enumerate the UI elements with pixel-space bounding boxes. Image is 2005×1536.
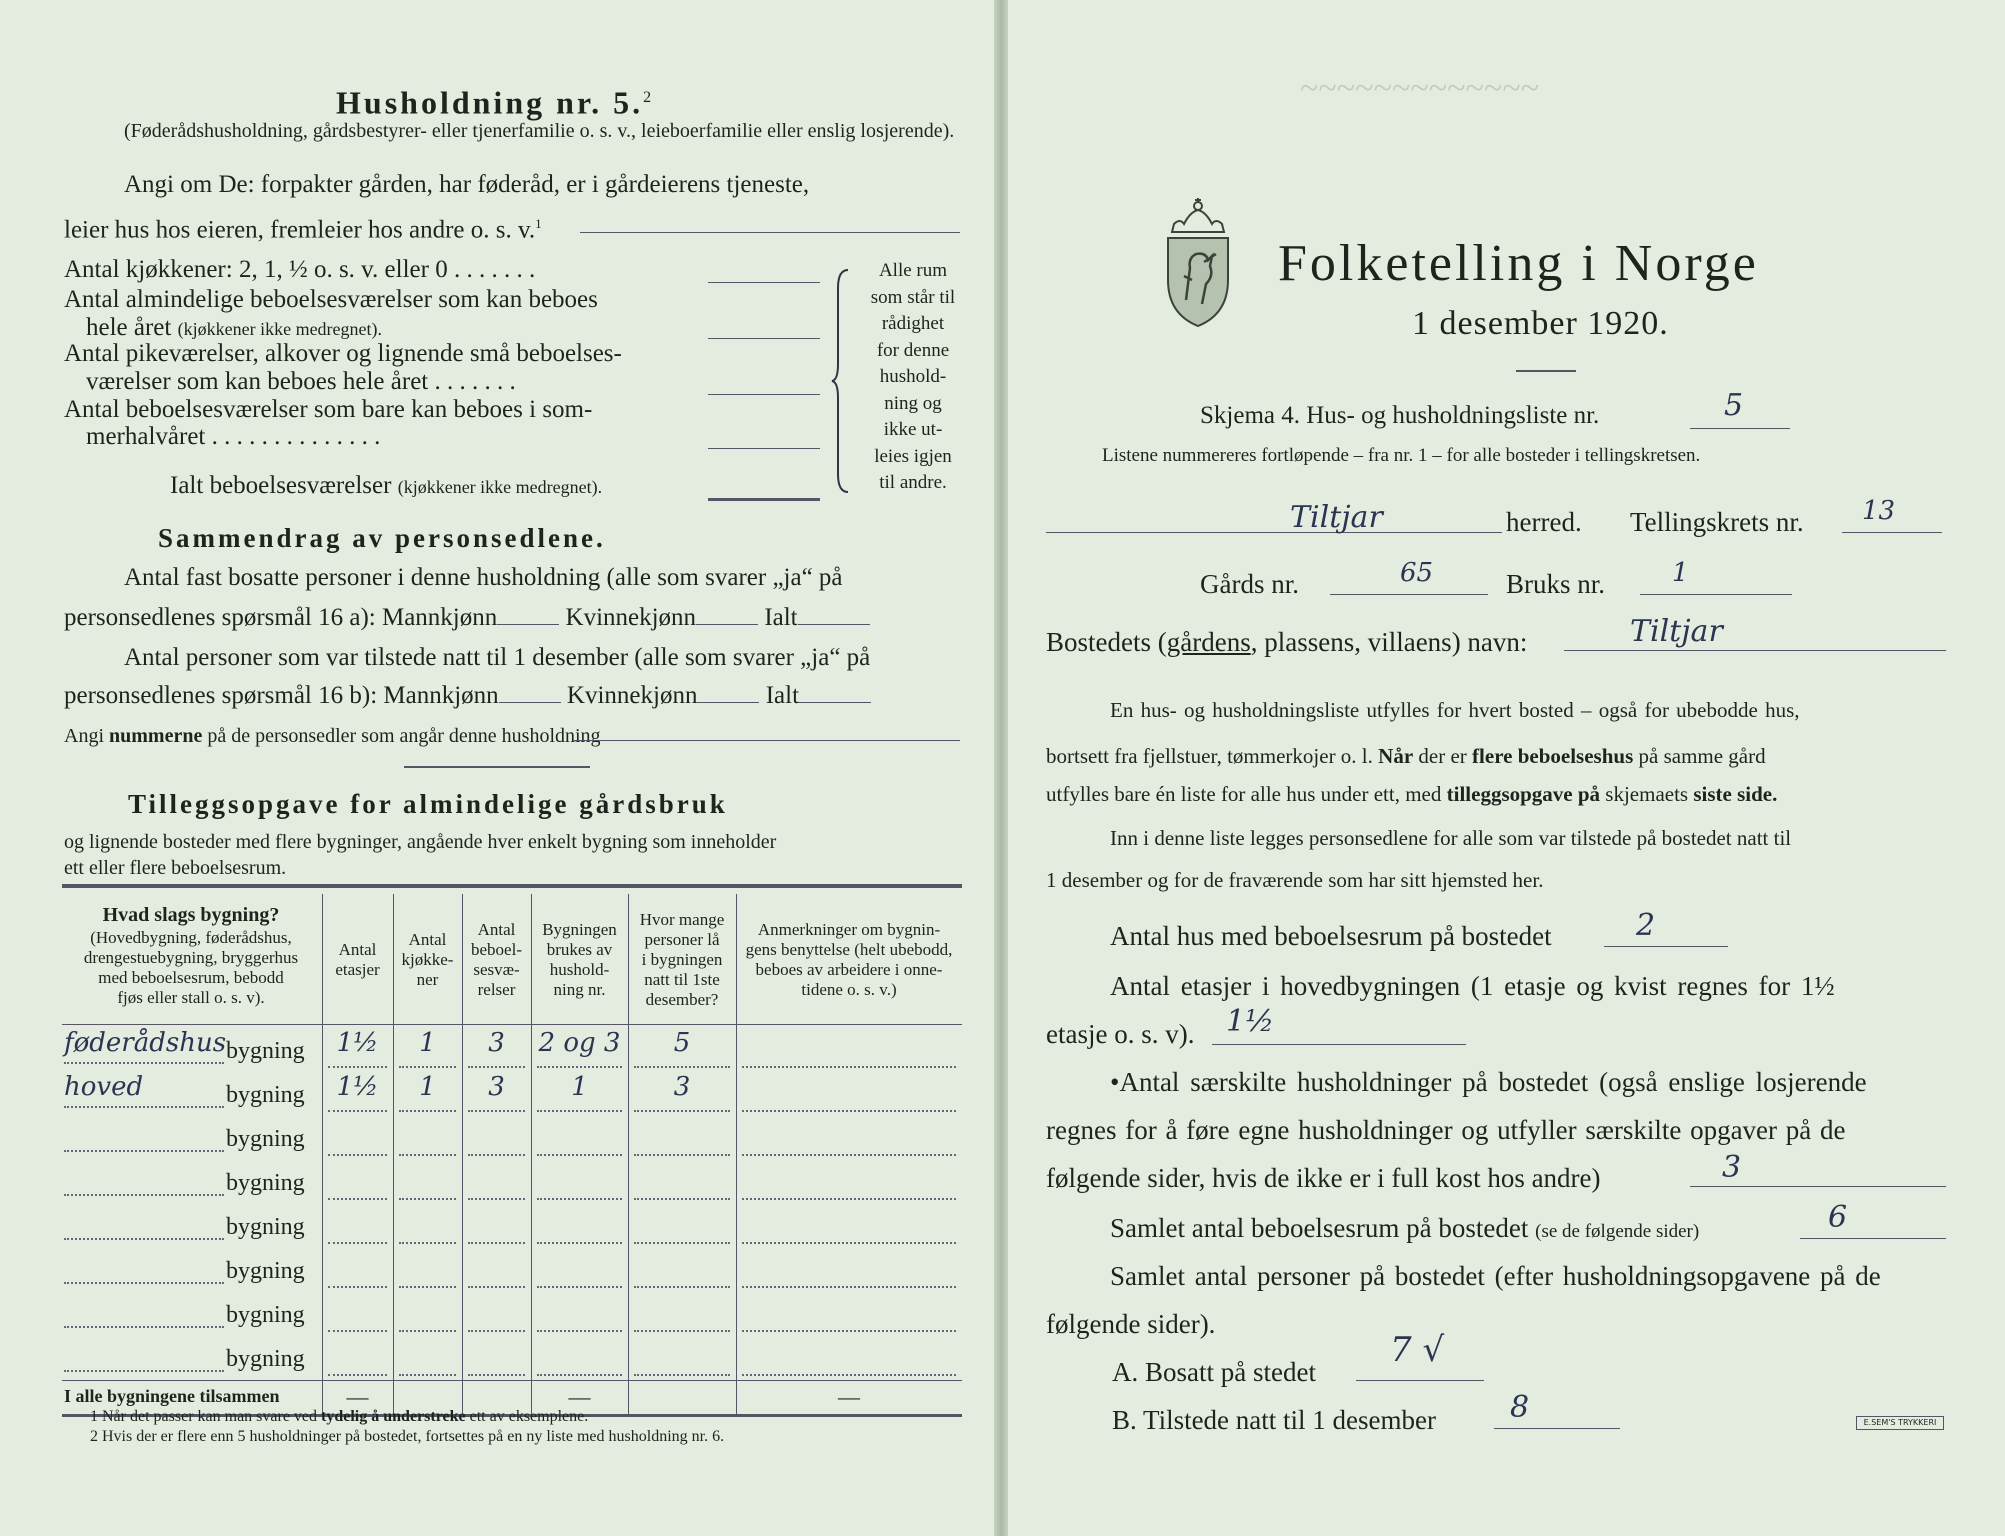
cell-kjokkener[interactable]: 1 xyxy=(419,1072,436,1102)
cell-dotline xyxy=(328,1374,387,1376)
info-2-line-2: 1 desember og for de fraværende som har sitt hjemsted her. xyxy=(1046,868,1544,892)
cell-dotline xyxy=(328,1286,387,1288)
bygning-label: bygning xyxy=(226,1214,305,1240)
bygning-label: bygning xyxy=(226,1258,305,1284)
rum-line xyxy=(1800,1238,1946,1239)
table-top-rule xyxy=(62,884,962,888)
bruks-label: Bruks nr. xyxy=(1506,569,1606,599)
hush-line-3: følgende sider, hvis de ikke er i full kost hos andre) xyxy=(1046,1163,1601,1193)
cell-anm[interactable] xyxy=(742,1242,956,1244)
info-1-line-3: utfylles bare én liste for alle hus under ett, med tilleggsopgave på skjemaets siste side. xyxy=(1046,782,1778,806)
footnote-1: 1 Når det passer kan man svare ved tydelig å understreke ett av eksemplene. xyxy=(90,1408,589,1425)
cell-anm[interactable] xyxy=(742,1330,956,1332)
cell-dotline xyxy=(399,1374,456,1376)
bosted-line xyxy=(1564,650,1946,651)
cell-dotline xyxy=(634,1198,730,1200)
household-title: Husholdning nr. 5.$^2$ xyxy=(336,84,652,121)
cell-anm[interactable] xyxy=(742,1110,956,1112)
skjema-line: Skjema 4. Hus- og husholdningsliste nr. xyxy=(1200,402,1600,429)
bosted-label: Bostedets (gårdens, plassens, villaens) navn: xyxy=(1046,627,1528,657)
alm-answer[interactable] xyxy=(708,338,820,339)
cell-dotline xyxy=(328,1198,387,1200)
cell-anm[interactable] xyxy=(742,1374,956,1376)
cell-dotline xyxy=(468,1154,525,1156)
side-note: Alle rum som står til rådighet for denne hushold- ning og ikke ut- leies igjen til andre. xyxy=(870,260,956,493)
hus-label: Antal hus med beboelsesrum på bostedet xyxy=(1110,921,1552,951)
info-2-line-1: Inn i denne liste legges personsedlene for alle som var tilstede på bostedet natt til xyxy=(1110,826,1792,850)
cell-anm[interactable] xyxy=(742,1066,956,1068)
fast-line-1: Antal fast bosatte personer i denne husholdning (alle som svarer „ja“ på xyxy=(124,564,843,591)
cell-brukes[interactable]: 1 xyxy=(571,1072,588,1102)
total-etasjer: — xyxy=(346,1384,369,1409)
pike-answer[interactable] xyxy=(708,394,820,395)
hus-value[interactable]: 2 xyxy=(1636,908,1656,943)
cell-dotline xyxy=(399,1330,456,1332)
building-name[interactable]: hoved xyxy=(64,1072,144,1102)
angi-line-2: leier hus hos eieren, fremleier hos andre o. s. v.$^1$ xyxy=(64,216,542,244)
building-name-line xyxy=(64,1282,224,1284)
rum-label: Samlet antal beboelsesrum på bostedet (se de følgende sider) xyxy=(1110,1213,1700,1243)
cell-dotline xyxy=(634,1374,730,1376)
krets-value[interactable]: 13 xyxy=(1862,496,1896,526)
angi-nummerne: Angi nummerne på de personsedler som angår denne husholdning xyxy=(64,725,601,747)
herred-line xyxy=(1046,532,1502,533)
krets-label: Tellingskrets nr. xyxy=(1630,507,1804,537)
rum-value[interactable]: 6 xyxy=(1828,1200,1848,1235)
tilstede-label: B. Tilstede natt til 1 desember xyxy=(1112,1405,1436,1435)
cell-dotline xyxy=(634,1154,730,1156)
cell-dotline xyxy=(537,1110,622,1112)
hush-answer-line xyxy=(1690,1186,1946,1187)
hush-value[interactable]: 3 xyxy=(1722,1150,1742,1185)
etasjer-line-1: Antal etasjer i hovedbygningen (1 etasje og kvist regnes for 1½ xyxy=(1110,971,1835,1001)
cell-dotline xyxy=(537,1242,622,1244)
cell-dotline xyxy=(399,1154,456,1156)
listene-note: Listene nummereres fortløpende – fra nr. 1 – for alle bosteder i tellingskretsen. xyxy=(1102,445,1701,466)
tilstede-value[interactable]: 8 xyxy=(1510,1390,1530,1425)
bruks-value[interactable]: 1 xyxy=(1672,558,1689,588)
bygning-label: bygning xyxy=(226,1126,305,1152)
krets-line xyxy=(1842,532,1942,533)
cell-dotline xyxy=(537,1286,622,1288)
bosted-value[interactable]: Tiltjar xyxy=(1630,614,1723,649)
skjema-nr-line xyxy=(1690,428,1790,429)
bygning-label: bygning xyxy=(226,1346,305,1372)
cell-dotline xyxy=(468,1110,525,1112)
norway-coat-of-arms-icon xyxy=(1158,196,1238,330)
etasjer-value[interactable]: 1½ xyxy=(1226,1004,1275,1039)
sommer-label-2: merhalvåret . . . . . . . . . . . . . . xyxy=(86,423,381,450)
cell-dotline xyxy=(399,1242,456,1244)
cell-anm[interactable] xyxy=(742,1286,956,1288)
cell-vaerelser[interactable]: 3 xyxy=(488,1072,505,1102)
cell-dotline xyxy=(399,1286,456,1288)
cell-dotline xyxy=(328,1154,387,1156)
kjokkener-label: Antal kjøkkener: 2, 1, ½ o. s. v. eller 0 . . . . . . . xyxy=(64,256,536,283)
col-personer: Hvor mange personer lå i bygningen natt til 1ste desember? xyxy=(639,910,725,1009)
col-anmerkninger: Anmerkninger om bygnin- gens benyttelse (helt ubebodd, beboes av arbeidere i onne- tidene o. s. v.) xyxy=(745,920,953,999)
total-brukes: — xyxy=(568,1384,591,1409)
printer-stamp: E.SEM'S TRYKKERI xyxy=(1856,1416,1944,1430)
cell-anm[interactable] xyxy=(742,1198,956,1200)
pike-label-1: Antal pikeværelser, alkover og lignende små beboelses- xyxy=(64,340,622,367)
cell-dotline xyxy=(328,1066,387,1068)
cell-dotline xyxy=(328,1242,387,1244)
bygning-label: bygning xyxy=(226,1170,305,1196)
building-name-line xyxy=(64,1150,224,1152)
household-subtitle: (Føderådshusholdning, gårdsbestyrer- eller tjenerfamilie o. s. v., leieboerfamilie eller enslig losjerende). xyxy=(124,120,955,142)
alm-label-2: hele året (kjøkkener ikke medregnet). xyxy=(86,314,383,341)
hush-line-2: regnes for å føre egne husholdninger og utfyller særskilte opgaver på de xyxy=(1046,1115,1846,1145)
ialt-answer[interactable] xyxy=(708,498,820,501)
cell-dotline xyxy=(634,1286,730,1288)
footnote-2: 2 Hvis der er flere enn 5 husholdninger på bostedet, fortsettes på en ny liste med husholdning nr. 6. xyxy=(90,1428,725,1445)
building-name-line xyxy=(64,1370,224,1372)
tillegg-heading: Tilleggsopgave for almindelige gårdsbruk xyxy=(128,789,728,819)
building-name-line xyxy=(64,1062,224,1064)
fast-line-2: personsedlenes spørsmål 16 a): Mannkjønn Kvinnekjønn Ialt xyxy=(64,604,870,632)
page-fold xyxy=(994,0,1008,1536)
bygning-label: bygning xyxy=(226,1038,305,1064)
cell-personer[interactable]: 5 xyxy=(673,1028,691,1058)
col-vaerelser: Antal beboel- sesvæ- relser xyxy=(471,920,522,999)
pers-line-1: Samlet antal personer på bostedet (efter husholdningsopgavene på de xyxy=(1110,1261,1881,1291)
cell-dotline xyxy=(468,1374,525,1376)
col-etasjer: Antal etasjer xyxy=(335,940,380,979)
cell-dotline xyxy=(468,1198,525,1200)
bosatt-line xyxy=(1356,1380,1484,1381)
gards-label: Gårds nr. xyxy=(1200,569,1299,599)
tilst-line-1: Antal personer som var tilstede natt til 1 desember (alle som svarer „ja“ på xyxy=(124,644,871,671)
cell-dotline xyxy=(468,1286,525,1288)
tillegg-sub-1: og lignende bosteder med flere bygninger, angående hver enkelt bygning som inneholder xyxy=(64,831,777,853)
bygning-label: bygning xyxy=(226,1082,305,1108)
title-rule xyxy=(1516,370,1576,372)
total-anm: — xyxy=(838,1384,860,1409)
building-name-line xyxy=(64,1194,224,1196)
col-hvad: Hvad slags bygning? (Hovedbygning, føderådshus, drengestuebygning, bryggerhus med beboelsesrum, bebodd fjøs eller stall o. s. v). xyxy=(83,904,299,1007)
cell-brukes[interactable]: 2 og 3 xyxy=(538,1028,621,1058)
table-header-rule xyxy=(62,1024,962,1025)
gards-value[interactable]: 65 xyxy=(1400,558,1434,588)
pike-label-2: værelser som kan beboes hele året . . . . . . . xyxy=(86,368,516,395)
cell-dotline xyxy=(399,1066,456,1068)
cell-dotline xyxy=(468,1066,525,1068)
section-divider xyxy=(404,766,590,768)
col-kjokkener: Antal kjøkke- ner xyxy=(401,930,454,989)
sommer-answer[interactable] xyxy=(708,448,820,449)
cell-dotline xyxy=(468,1242,525,1244)
herred-label: herred. xyxy=(1506,507,1582,537)
cell-anm[interactable] xyxy=(742,1154,956,1156)
angi-line-1: Angi om De: forpakter gården, har føderåd, er i gårdeierens tjeneste, xyxy=(124,171,810,198)
building-name-line xyxy=(64,1106,224,1108)
skjema-nr[interactable]: 5 xyxy=(1724,388,1744,423)
sommer-label-1: Antal beboelsesværelser som bare kan beboes i som- xyxy=(64,396,593,423)
cell-etasjer[interactable]: 1½ xyxy=(336,1072,379,1102)
cell-dotline xyxy=(634,1242,730,1244)
cell-dotline xyxy=(537,1330,622,1332)
cell-dotline xyxy=(537,1374,622,1376)
form-date: 1 desember 1920. xyxy=(1412,305,1669,342)
tilstede-line xyxy=(1494,1428,1620,1429)
bleed-through: ~~~~~~~~~~~~~ xyxy=(1300,70,1540,107)
hus-line xyxy=(1604,946,1728,947)
angi-answer-line[interactable] xyxy=(580,232,960,233)
pers-line-2: følgende sider). xyxy=(1046,1309,1216,1339)
cell-dotline xyxy=(537,1154,622,1156)
bosatt-label: A. Bosatt på stedet xyxy=(1112,1357,1316,1387)
cell-dotline xyxy=(634,1110,730,1112)
info-1-line-2: bortsett fra fjellstuer, tømmerkojer o. l. Når der er flere beboelseshus på samme gård xyxy=(1046,744,1766,768)
tillegg-sub-2: ett eller flere beboelsesrum. xyxy=(64,857,287,879)
kjokkener-answer[interactable] xyxy=(708,282,820,283)
alm-label-1: Antal almindelige beboelsesværelser som kan beboes xyxy=(64,286,598,313)
info-1-line-1: En hus- og husholdningsliste utfylles for hvert bosted – også for ubebodde hus, xyxy=(1110,698,1800,722)
sammendrag-heading: Sammendrag av personsedlene. xyxy=(158,523,606,553)
building-name-line xyxy=(64,1238,224,1240)
cell-dotline xyxy=(537,1198,622,1200)
table-total-rule xyxy=(62,1380,962,1381)
bosatt-value[interactable]: 7 √ xyxy=(1390,1330,1445,1370)
etasjer-line-2: etasje o. s. v). xyxy=(1046,1019,1195,1049)
herred-value[interactable]: Tiltjar xyxy=(1290,500,1383,535)
col-brukes: Bygningen brukes av hushold- ning nr. xyxy=(542,920,617,999)
cell-vaerelser[interactable]: 3 xyxy=(488,1028,505,1058)
tilst-line-2: personsedlenes spørsmål 16 b): Mannkjønn Kvinnekjønn Ialt xyxy=(64,682,871,710)
cell-kjokkener[interactable]: 1 xyxy=(419,1028,436,1058)
etasjer-answer-line xyxy=(1212,1044,1466,1045)
hush-line-1: •Antal særskilte husholdninger på bostedet (også enslige losjerende xyxy=(1110,1067,1867,1097)
building-name[interactable]: føderådshus xyxy=(64,1028,227,1058)
cell-dotline xyxy=(328,1110,387,1112)
total-label: I alle bygningene tilsammen xyxy=(64,1386,280,1406)
brace-icon xyxy=(830,268,854,494)
nummerne-answer[interactable] xyxy=(574,740,960,741)
cell-dotline xyxy=(537,1066,622,1068)
cell-etasjer[interactable]: 1½ xyxy=(336,1028,379,1058)
bygning-label: bygning xyxy=(226,1302,305,1328)
cell-dotline xyxy=(468,1330,525,1332)
cell-personer[interactable]: 3 xyxy=(673,1072,691,1102)
form-title: Folketelling i Norge xyxy=(1278,235,1759,292)
building-name-line xyxy=(64,1326,224,1328)
cell-dotline xyxy=(634,1330,730,1332)
cell-dotline xyxy=(328,1330,387,1332)
cell-dotline xyxy=(634,1066,730,1068)
cell-dotline xyxy=(399,1110,456,1112)
bruks-line xyxy=(1640,594,1792,595)
gards-line xyxy=(1330,594,1488,595)
cell-dotline xyxy=(399,1198,456,1200)
ialt-label: Ialt beboelsesværelser (kjøkkener ikke medregnet). xyxy=(170,472,603,499)
